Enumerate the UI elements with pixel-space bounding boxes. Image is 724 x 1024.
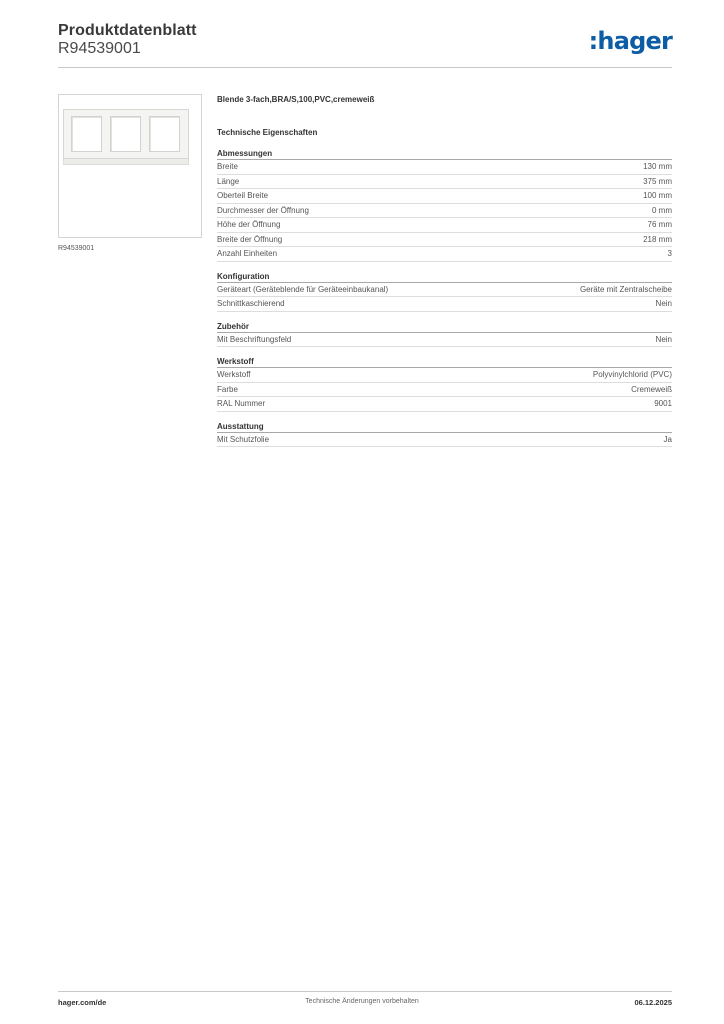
spec-value: Nein	[655, 299, 672, 308]
image-caption: R94539001	[58, 245, 95, 252]
footer-notice: Technische Änderungen vorbehalten	[305, 998, 419, 1005]
spec-group	[217, 271, 672, 312]
spec-group-title: Ausstattung	[217, 421, 672, 433]
header-divider	[58, 67, 672, 68]
spec-group	[217, 148, 672, 262]
spec-value: 9001	[654, 399, 672, 408]
spec-row	[217, 368, 672, 383]
spec-row	[217, 218, 672, 233]
spec-value: Polyvinylchlorid (PVC)	[592, 370, 672, 379]
spec-row	[217, 175, 672, 190]
spec-label: Schnittkaschierend	[217, 299, 285, 308]
spec-row	[217, 397, 672, 412]
spec-row	[217, 297, 672, 312]
spec-value: 100 mm	[643, 191, 672, 200]
spec-value: Ja	[663, 434, 672, 444]
spec-groups	[217, 148, 672, 447]
footer-website-link[interactable]: hager.com/de	[58, 998, 107, 1007]
spec-label: Geräteart (Geräteblende für Geräteeinbaukanal)	[217, 284, 389, 294]
spec-label: Farbe	[217, 384, 238, 394]
specification-content	[217, 93, 672, 447]
spec-label: Breite	[217, 162, 238, 171]
frame-opening-2	[110, 116, 141, 152]
spec-row	[217, 383, 672, 398]
spec-value: Cremeweiß	[631, 384, 672, 394]
spec-label: Oberteil Breite	[217, 191, 269, 200]
spec-value: 130 mm	[643, 162, 672, 171]
spec-row	[217, 247, 672, 262]
spec-label: Mit Schutzfolie	[217, 434, 270, 444]
spec-group	[217, 321, 672, 348]
product-image	[58, 94, 202, 238]
spec-row	[217, 233, 672, 248]
spec-label: Höhe der Öffnung	[217, 220, 281, 229]
spec-row	[217, 433, 672, 448]
spec-row	[217, 204, 672, 219]
spec-group-title: Zubehör	[217, 321, 672, 333]
frame-opening-1	[71, 116, 102, 152]
document-title: Produktdatenblatt	[58, 22, 197, 39]
spec-value: Geräte mit Zentralscheibe	[579, 284, 672, 294]
spec-value: Nein	[655, 334, 672, 344]
spec-group-title: Konfiguration	[217, 271, 672, 283]
spec-value: 218 mm	[643, 234, 672, 244]
product-name: Blende 3-fach,BRA/S,100,PVC,cremeweiß	[217, 95, 375, 104]
footer-divider	[58, 991, 672, 992]
spec-group-title: Werkstoff	[217, 356, 672, 368]
spec-label: Werkstoff	[217, 370, 251, 379]
spec-label: RAL Nummer	[217, 399, 266, 408]
cover-frame-3-gang-image	[63, 109, 189, 159]
spec-group	[217, 356, 672, 412]
spec-value: 0 mm	[652, 205, 672, 215]
spec-group-title: Abmessungen	[217, 148, 672, 160]
frame-side	[63, 159, 189, 165]
spec-group	[217, 421, 672, 448]
spec-value: 3	[667, 249, 672, 258]
section-title: Technische Eigenschaften	[217, 128, 318, 137]
spec-row	[217, 333, 672, 348]
frame-opening-3	[149, 116, 180, 152]
hager-logo[interactable]: :hager	[588, 27, 672, 55]
spec-label: Durchmesser der Öffnung	[217, 205, 309, 215]
spec-row	[217, 189, 672, 204]
footer-date: 06.12.2025	[634, 998, 672, 1007]
spec-label: Breite der Öffnung	[217, 234, 283, 244]
spec-row	[217, 160, 672, 175]
spec-label: Länge	[217, 176, 240, 186]
spec-value: 375 mm	[643, 176, 672, 186]
spec-value: 76 mm	[647, 220, 672, 229]
page-header	[58, 20, 672, 70]
spec-row	[217, 283, 672, 298]
spec-label: Mit Beschriftungsfeld	[217, 334, 292, 344]
spec-label: Anzahl Einheiten	[217, 249, 278, 258]
document-number: R94539001	[58, 40, 141, 57]
